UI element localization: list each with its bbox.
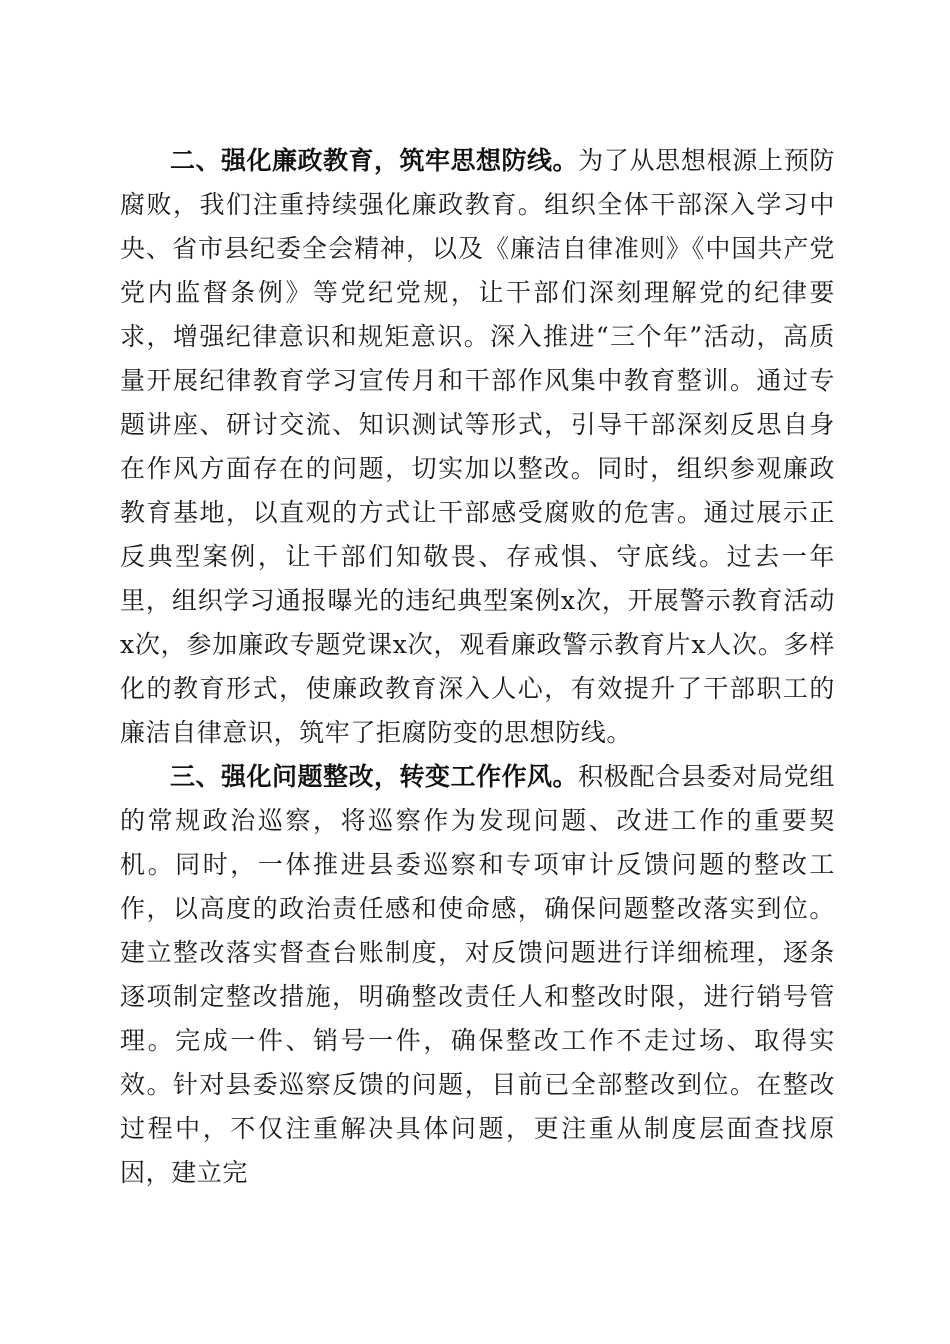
paragraph-body: 为了从思想根源上预防腐败，我们注重持续强化廉政教育。组织全体干部深入学习中央、省市县纪委全会精神，以及《廉洁自律准则》《中国共产党党内监督条例》等党纪党规，让干部们深刻理解党的纪律要求，增强纪律意识和规矩意识。深入推进“三个年”活动，高质量开展纪律教育学习宣传月和干部作风集中教育整训。通过专题讲座、研讨交流、知识测试等形式，引导干部深刻反思自身在作风方面存在的问题，切实加以整改。同时，组织参观廉政教育基地，以直观的方式让干部感受腐败的危害。通过展示正反典型案例，让干部们知敬畏、存戒惧、守底线。过去一年里，组织学习通报曝光的违纪典型案例x次，开展警示教育活动x次，参加廉政专题党课x次，观看廉政警示教育片x人次。多样化的教育形式，使廉政教育深入人心，有效提升了干部职工的廉洁自律意识，筑牢了拒腐防变的思想防线。 (120, 146, 835, 747)
paragraph-body: 积极配合县委对局党组的常规政治巡察，将巡察作为发现问题、改进工作的重要契机。同时，一体推进县委巡察和专项审计反馈问题的整改工作，以高度的政治责任感和使命感，确保问题整改落实到位。建立整改落实督查台账制度，对反馈问题进行详细梳理，逐条逐项制定整改措施，明确整改责任人和整改时限，进行销号管理。完成一件、销号一件，确保整改工作不走过场、取得实效。针对县委巡察反馈的问题，目前已全部整改到位。在整改过程中，不仅注重解决具体问题，更注重从制度层面查找原因，建立完 (120, 762, 835, 1187)
paragraph-heading: 三、强化问题整改，转变工作作风。 (170, 762, 579, 791)
paragraph-education (120, 139, 835, 755)
document-body (120, 139, 835, 1195)
paragraph-heading: 二、强化廉政教育，筑牢思想防线。 (170, 146, 579, 175)
paragraph-rectification (120, 755, 835, 1195)
